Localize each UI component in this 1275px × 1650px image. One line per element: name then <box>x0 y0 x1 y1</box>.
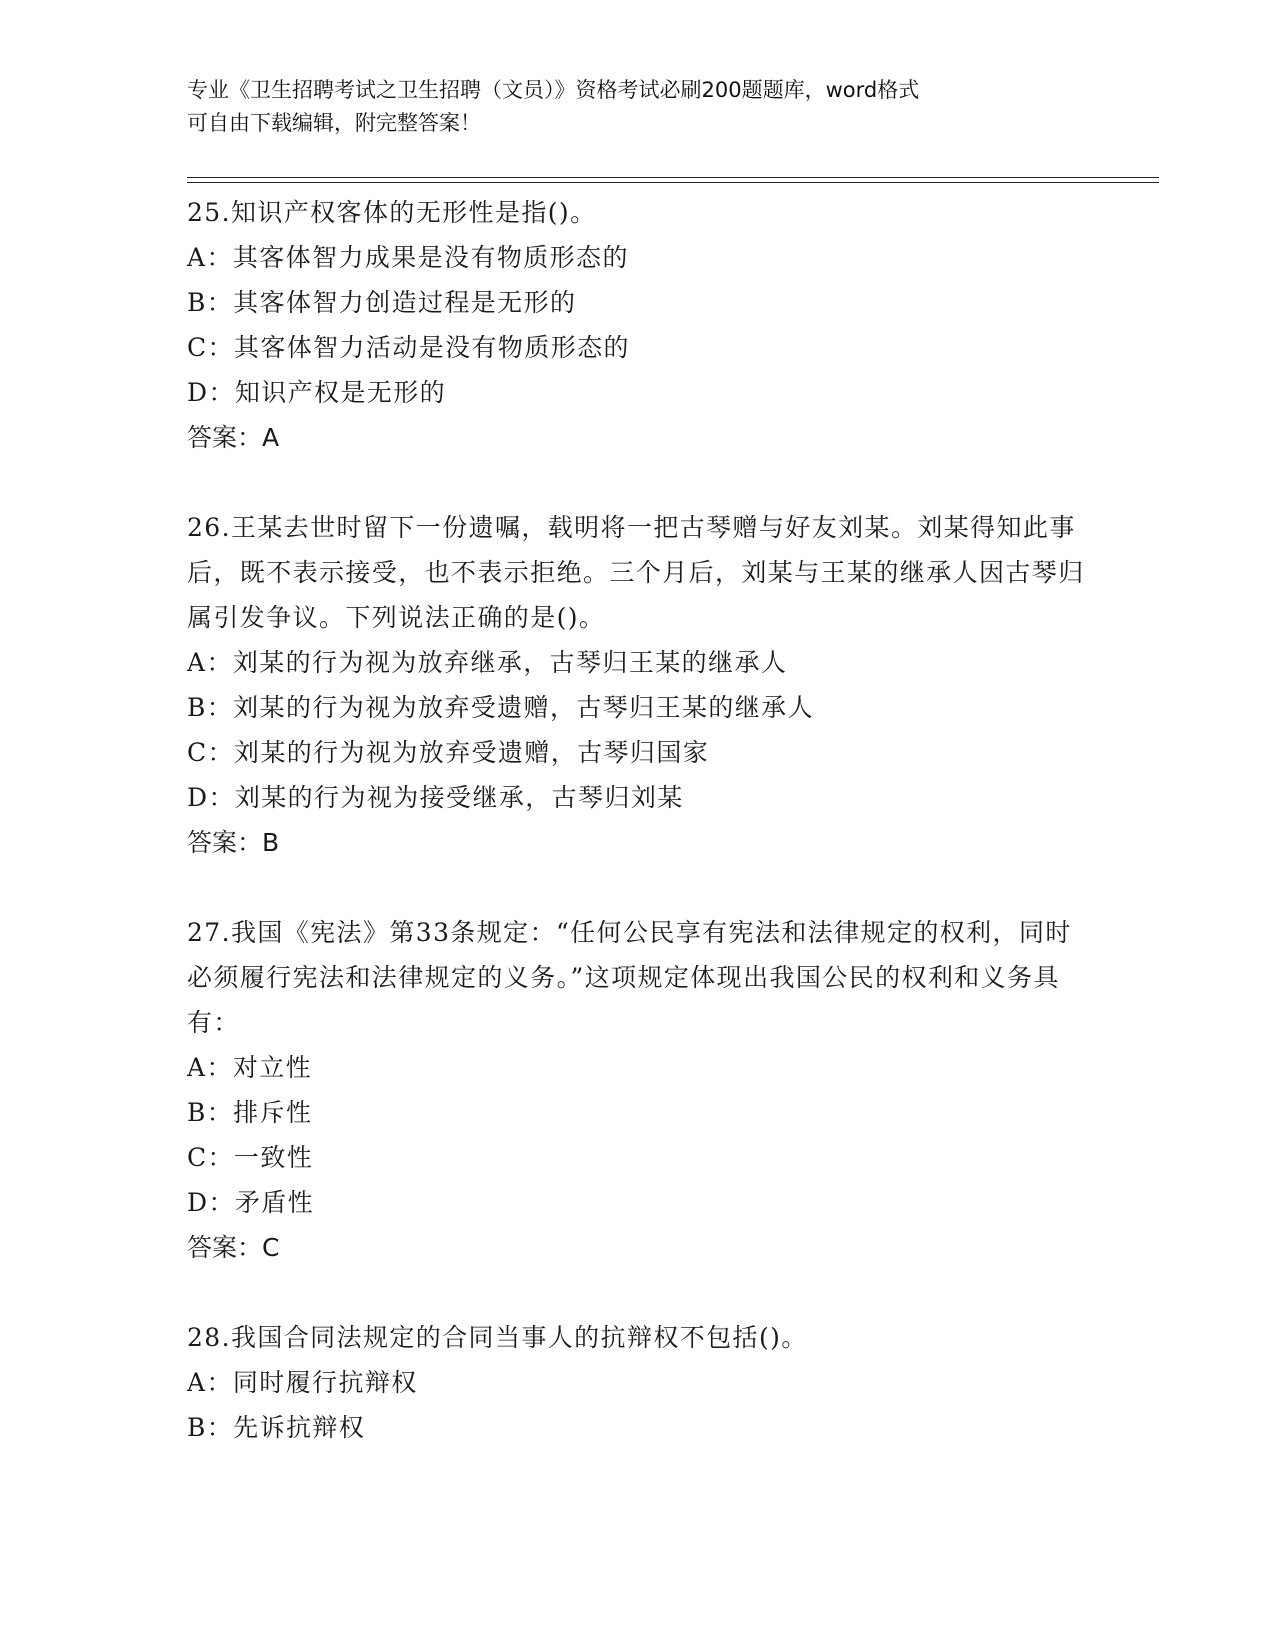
option-a: A：刘某的行为视为放弃继承，古琴归王某的继承人 <box>187 648 788 677</box>
option-d: D：知识产权是无形的 <box>187 378 447 407</box>
question-text: 26.王某去世时留下一份遗嘱，载明将一把古琴赠与好友刘某。刘某得知此事后，既不表示接受，也不表示拒绝。三个月后，刘某与王某的继承人因古琴归属引发争议。下列说法正确的是()。 <box>187 513 1085 632</box>
option-b: B：先诉抗辩权 <box>187 1413 366 1442</box>
question-text: 25.知识产权客体的无形性是指()。 <box>187 198 597 227</box>
option-a: A：同时履行抗辩权 <box>187 1368 418 1397</box>
option-c: C：刘某的行为视为放弃受遗赠，古琴归国家 <box>187 738 710 767</box>
header-rule-bottom <box>187 182 1159 183</box>
spacer <box>187 460 1087 505</box>
option-c: C：其客体智力活动是没有物质形态的 <box>187 333 630 362</box>
option-b: B：排斥性 <box>187 1098 313 1127</box>
spacer <box>187 865 1087 910</box>
header-line-2: 可自由下载编辑，附完整答案！ <box>187 111 481 135</box>
question-27 <box>187 910 1087 1270</box>
document-header <box>187 74 1087 140</box>
option-b: B：刘某的行为视为放弃受遗赠，古琴归王某的继承人 <box>187 693 814 722</box>
answer: 答案：B <box>187 828 280 857</box>
question-text: 28.我国合同法规定的合同当事人的抗辩权不包括()。 <box>187 1323 808 1352</box>
question-list <box>187 190 1087 1450</box>
spacer <box>187 1270 1087 1315</box>
option-c: C：一致性 <box>187 1143 314 1172</box>
question-26 <box>187 505 1087 865</box>
header-rule-top <box>187 177 1159 178</box>
option-a: A：其客体智力成果是没有物质形态的 <box>187 243 629 272</box>
option-d: D：刘某的行为视为接受继承，古琴归刘某 <box>187 783 684 812</box>
question-28 <box>187 1315 1087 1450</box>
answer: 答案：C <box>187 1233 280 1262</box>
option-b: B：其客体智力创造过程是无形的 <box>187 288 577 317</box>
header-line-1: 专业《卫生招聘考试之卫生招聘（文员）》资格考试必刷200题题库，word格式 <box>187 78 920 102</box>
question-text: 27.我国《宪法》第33条规定：“任何公民享有宪法和法律规定的权利，同时必须履行宪法和法律规定的义务。”这项规定体现出我国公民的权利和义务具有： <box>187 918 1072 1037</box>
question-25 <box>187 190 1087 460</box>
answer: 答案：A <box>187 423 280 452</box>
option-d: D：矛盾性 <box>187 1188 315 1217</box>
option-a: A：对立性 <box>187 1053 313 1082</box>
